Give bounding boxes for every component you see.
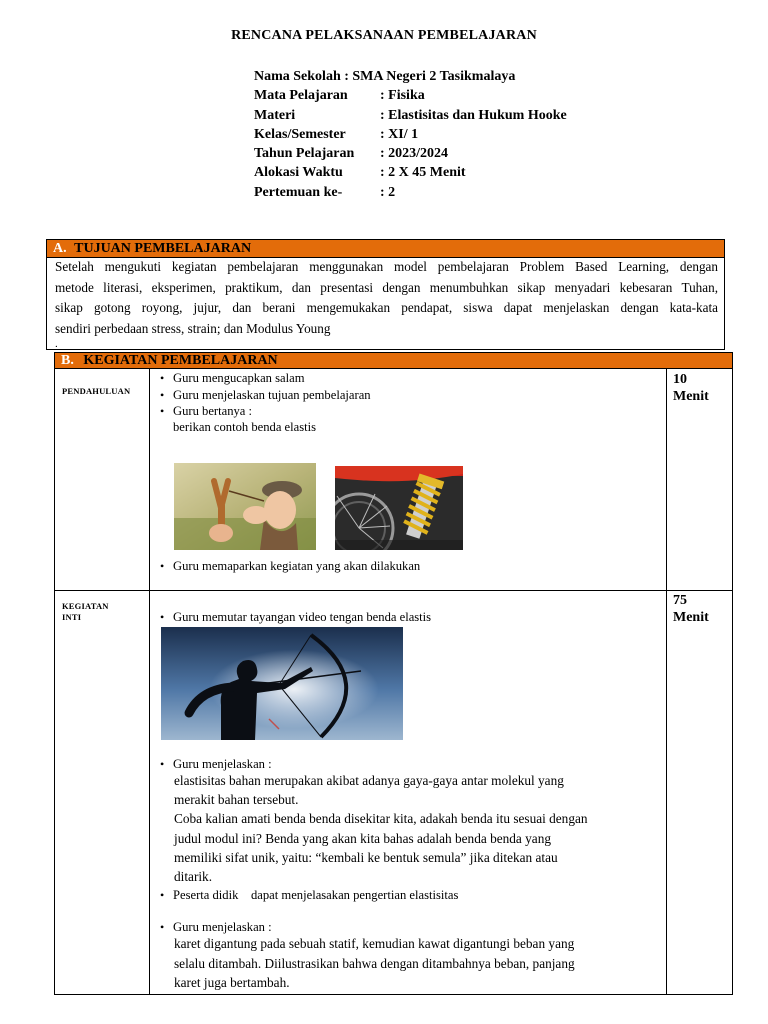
- time-inti: [673, 592, 709, 626]
- paragraph-line: metode literasi, eksperimen, praktikum, dan presentasi dengan menumbuhkan sikap menyadari kebesaran Tuhan,: [55, 279, 718, 295]
- table-border-bottom: [54, 994, 733, 995]
- paragraph-line: elastisitas bahan merupakan akibat adanya gaya-gaya antar molekul yang: [174, 773, 564, 788]
- list-item: • Guru menjelaskan :: [160, 757, 272, 771]
- table-row-divider: [54, 590, 733, 591]
- paragraph-line: selalu ditambah. Diilustrasikan bahwa dengan ditambahnya beban, panjang: [174, 956, 575, 971]
- bullet-icon: •: [160, 757, 165, 771]
- info-value: : Fisika: [380, 88, 425, 104]
- section-b-header: [54, 352, 733, 369]
- archer-photo: [161, 627, 403, 740]
- time-unit: Menit: [673, 389, 709, 404]
- info-row-time: [254, 163, 567, 182]
- table-border-left: [54, 369, 55, 995]
- bullet-icon: •: [160, 920, 165, 934]
- paragraph-line: memiliki sifat unik, yaitu: “kembali ke bentuk semula” jika ditekan atau: [174, 850, 558, 865]
- section-a-header: [47, 240, 724, 258]
- stage-label-line: KEGIATAN: [62, 601, 109, 611]
- section-a-number: A.: [53, 241, 67, 256]
- info-value: : SMA Negeri 2 Tasikmalaya: [344, 69, 516, 84]
- list-item: • Peserta didik dapat menjelasakan pengertian elastisitas: [160, 888, 459, 902]
- time-value: 10: [673, 372, 687, 387]
- stage-label-inti: [62, 601, 109, 623]
- paragraph-line: sendiri perbedaan stress, strain; dan Modulus Young: [55, 320, 331, 336]
- list-item: • Guru memaparkan kegiatan yang akan dilakukan: [160, 559, 421, 573]
- document-title: RENCANA PELAKSANAAN PEMBELAJARAN: [231, 28, 537, 43]
- stage-label-pendahuluan: PENDAHULUAN: [62, 386, 131, 396]
- bullet-icon: •: [160, 888, 165, 902]
- list-item: • Guru mengucapkan salam: [160, 371, 305, 385]
- list-subitem: berikan contoh benda elastis: [173, 420, 317, 434]
- bullet-icon: •: [160, 404, 165, 418]
- shock-absorber-photo: [335, 466, 463, 550]
- identity-block: [254, 67, 567, 202]
- info-label: Nama Sekolah: [254, 69, 341, 84]
- info-label: Tahun Pelajaran: [254, 146, 355, 162]
- table-border-right: [732, 369, 733, 995]
- info-row-year: [254, 144, 567, 163]
- paragraph-line: Coba kalian amati benda benda disekitar kita, adakah benda itu sesuai dengan: [174, 811, 588, 826]
- info-row-class: [254, 125, 567, 144]
- section-b-title: KEGIATAN PEMBELAJARAN: [83, 353, 278, 368]
- time-value: 75: [673, 593, 687, 608]
- paragraph-line: merakit bahan tersebut.: [174, 792, 299, 807]
- info-value: : XI/ 1: [380, 126, 419, 142]
- paragraph-line: karet digantung pada sebuah statif, kemudian kawat digantungi beban yang: [174, 936, 575, 951]
- time-unit: Menit: [673, 610, 709, 625]
- bullet-icon: •: [160, 371, 165, 385]
- info-label: Alokasi Waktu: [254, 165, 343, 181]
- info-row-meeting: [254, 183, 567, 202]
- list-item: • Guru menjelaskan :: [160, 920, 272, 934]
- section-a-title: TUJUAN PEMBELAJARAN: [74, 241, 252, 256]
- stage-label-line: INTI: [62, 612, 82, 622]
- list-item: • Guru bertanya :: [160, 404, 253, 418]
- info-value: : 2: [380, 184, 396, 200]
- info-value: : 2023/2024: [380, 146, 449, 162]
- info-label: Kelas/Semester: [254, 126, 346, 142]
- section-b-number: B.: [61, 353, 74, 368]
- paragraph-line: ditarik.: [174, 869, 213, 884]
- info-label: Mata Pelajaran: [254, 88, 348, 104]
- info-row-subject: [254, 86, 567, 105]
- info-value: : 2 X 45 Menit: [380, 165, 466, 181]
- list-item: • Guru memutar tayangan video tengan benda elastis: [160, 610, 432, 624]
- info-label: Pertemuan ke-: [254, 184, 343, 200]
- bullet-icon: •: [160, 559, 165, 573]
- bullet-icon: •: [160, 388, 165, 402]
- info-row-material: [254, 106, 567, 125]
- list-item: • Guru menjelaskan tujuan pembelajaran: [160, 388, 371, 402]
- info-row-school: [254, 67, 567, 86]
- trailing-dot: .: [55, 338, 58, 350]
- section-a-body: [47, 257, 724, 339]
- bullet-icon: •: [160, 610, 165, 624]
- info-label: Materi: [254, 107, 296, 123]
- time-pendahuluan: [673, 371, 709, 405]
- slingshot-photo: [174, 463, 316, 550]
- paragraph-line: sikap gotong royong, jujur, dan berani mengemukakan pendapat, siswa dapat menjelaskan dengan kata-kata: [55, 300, 718, 315]
- info-value: : Elastisitas dan Hukum Hooke: [380, 107, 567, 123]
- paragraph-line: Setelah mengukuti kegiatan pembelajaran menggunakan model pembelajaran Problem Based Learning, dengan: [55, 259, 718, 274]
- section-tujuan: [46, 239, 725, 350]
- table-column-divider: [666, 369, 667, 995]
- paragraph-line: judul modul ini? Benda yang akan kita bahas adalah benda benda yang: [174, 831, 551, 846]
- paragraph-line: karet juga bertambah.: [174, 975, 290, 990]
- table-column-divider: [149, 369, 150, 995]
